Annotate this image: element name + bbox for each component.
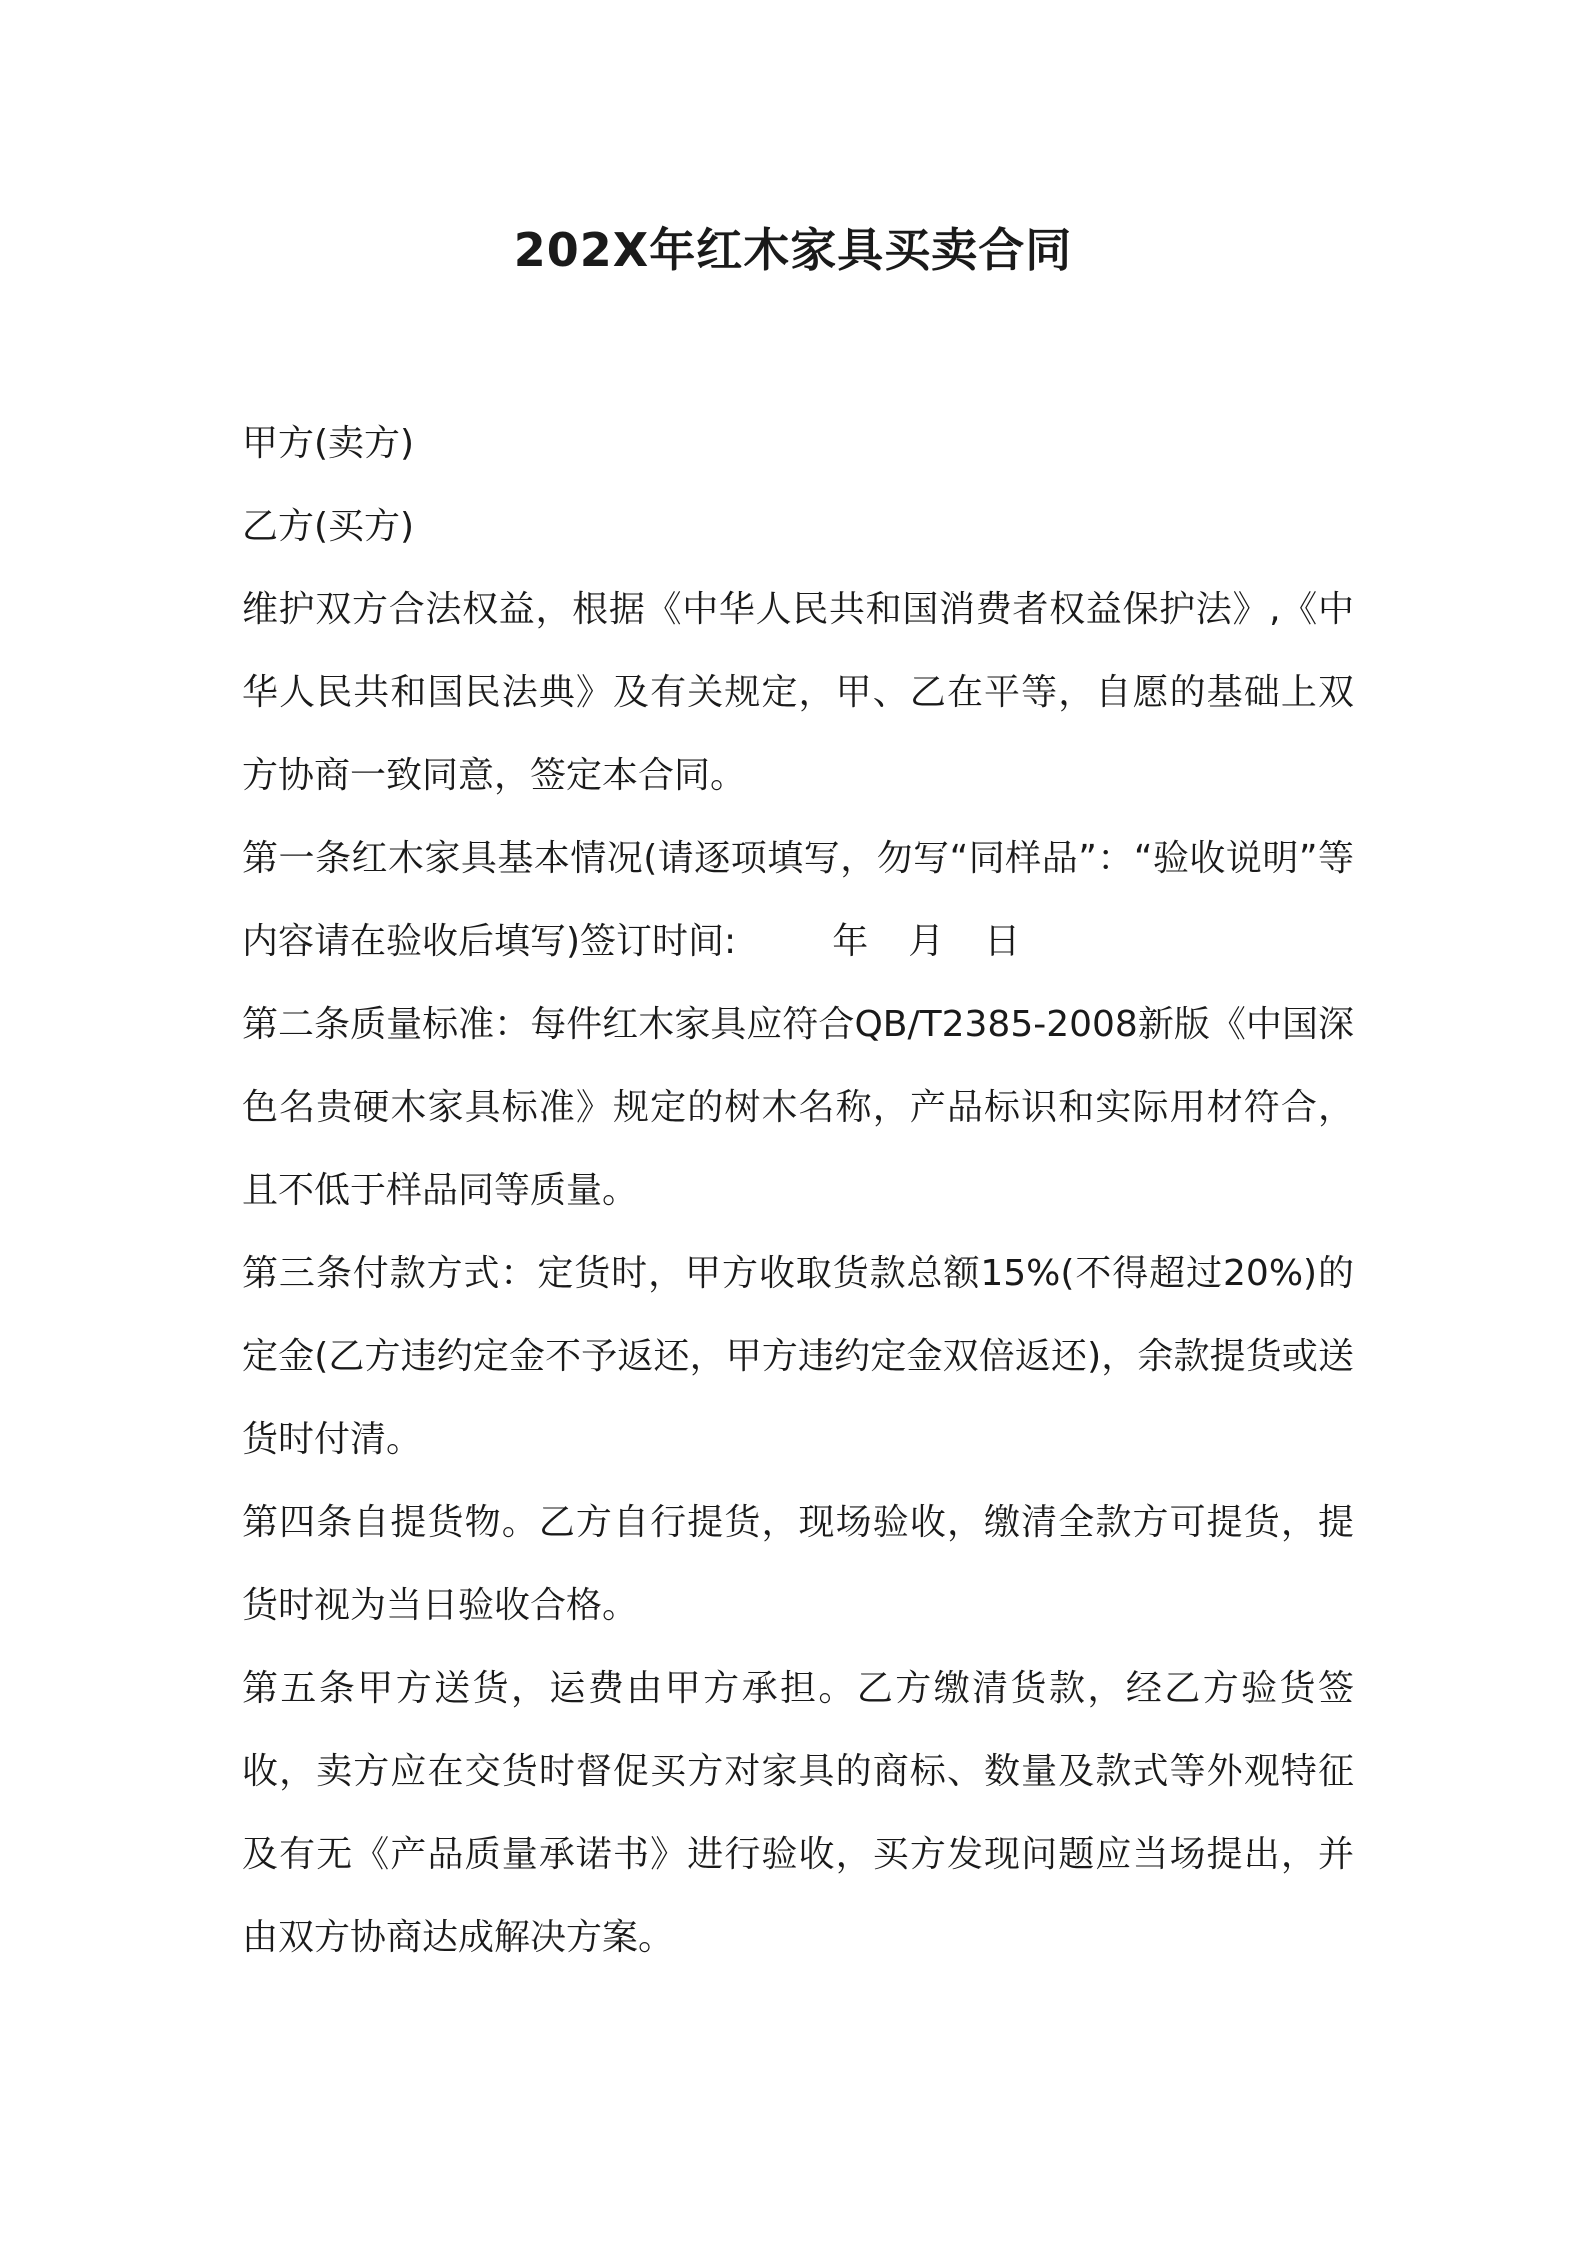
article-1-text: 第一条红木家具基本情况(请逐项填写，勿写“同样品”：“验收说明”等内容请在验收后填写)签订时间: [242,838,1354,962]
article-4-paragraph: 第四条自提货物。乙方自行提货，现场验收，缴清全款方可提货，提货时视为当日验收合格。 [242,1502,1354,1626]
date-day-label: 日 [984,921,1021,962]
article-3-paragraph: 第三条付款方式：定货时，甲方收取货款总额15%(不得超过20%)的定金(乙方违约定金不予返还，甲方违约定金双倍返还)，余款提货或送货时付清。 [242,1253,1354,1460]
document-title: 202X年红木家具买卖合同 [513,223,1073,277]
party-a-line: 甲方(卖方) [242,423,415,464]
date-month-label: 月 [908,921,945,962]
preamble-paragraph: 维护双方合法权益，根据《中华人民共和国消费者权益保护法》,《中华人民共和国民法典》及有关规定，甲、乙在平等，自愿的基础上双方协商一致同意，签定本合同。 [242,589,1354,796]
document-body [242,402,1354,1979]
date-year-label: 年 [832,921,869,962]
article-1-paragraph [242,817,1354,983]
article-5-paragraph: 第五条甲方送货，运费由甲方承担。乙方缴清货款，经乙方验货签收，卖方应在交货时督促买方对家具的商标、数量及款式等外观特征及有无《产品质量承诺书》进行验收，买方发现问题应当场提出，并由双方协商达成解决方案。 [242,1668,1354,1958]
article-2-paragraph: 第二条质量标准：每件红木家具应符合QB/T2385-2008新版《中国深色名贵硬木家具标准》规定的树木名称，产品标识和实际用材符合，且不低于样品同等质量。 [242,1004,1354,1211]
party-b-line: 乙方(买方) [242,506,415,547]
